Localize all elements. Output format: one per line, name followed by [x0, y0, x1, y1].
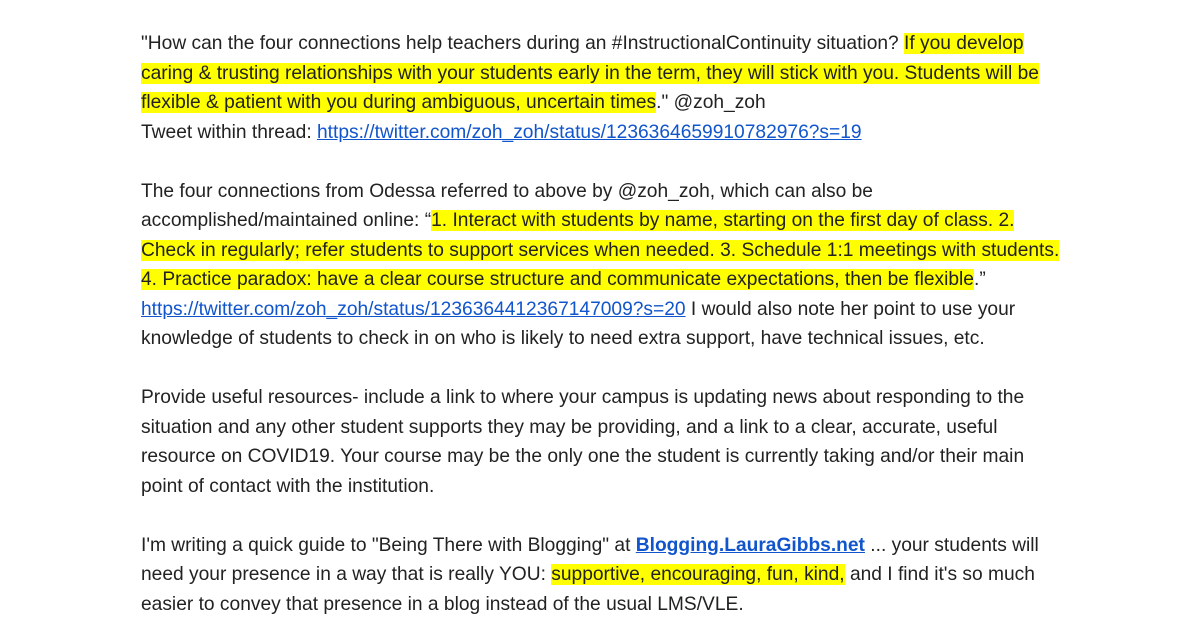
- highlighted-qualities: supportive, encouraging, fun, kind,: [551, 564, 845, 585]
- blogging-link[interactable]: Blogging.LauraGibbs.net: [635, 534, 865, 556]
- blogging-end: and I find it's so much easier to convey that presence in a blog instead of the usual LMS/VLE.: [141, 564, 1035, 615]
- highlighted-connections: 1. Interact with students by name, starting on the first day of class. 2. Check in regularly; refer students to support services when needed. 3. Schedule 1:1 meetings with students. 4. Practice paradox: have a clear course structure and communicate expectations, then be flexible: [141, 210, 1060, 290]
- tweet-link-1[interactable]: https://twitter.com/zoh_zoh/status/1236364659910782976?s=19: [316, 121, 862, 143]
- blogging-intro: I'm writing a quick guide to "Being There with Blogging" at: [141, 534, 636, 556]
- paragraph-blogging: [141, 531, 1066, 620]
- tweet-link-2[interactable]: https://twitter.com/zoh_zoh/status/1236364412367147009?s=20: [141, 298, 686, 320]
- document-body: [141, 29, 1066, 630]
- resources-text: Provide useful resources- include a link to where your campus is updating news about responding to the situation and any other student supports they may be providing, and a link to a clear, accurate, useful resource on COVID19. Your course may be the only one the student is currently taking and/or their main point of contact with the institution.: [141, 387, 1025, 497]
- quote-attribution: ." @zoh_zoh: [656, 92, 766, 113]
- paragraph-four-connections: [141, 177, 1066, 354]
- highlighted-quote: If you develop caring & trusting relationships with your students early in the term, they will stick with you. Students will be flexible & patient with you during ambiguous, uncertain times: [141, 33, 1039, 113]
- paragraph-resources: [141, 383, 1066, 501]
- quote-text: "How can the four connections help teachers during an #InstructionalContinuity situation?: [141, 33, 905, 54]
- connections-close-quote: .”: [973, 269, 986, 290]
- connections-note: I would also note her point to use your knowledge of students to check in on who is likely to need extra support, have technical issues, etc.: [141, 298, 1016, 349]
- blogging-mid: ... your students will need your presence in a way that is really YOU:: [141, 534, 1039, 585]
- connections-intro: The four connections from Odessa referred to above by @zoh_zoh, which can also be accomplished/maintained online: “: [141, 180, 873, 231]
- tweet-label: Tweet within thread:: [141, 121, 317, 143]
- paragraph-quote-zoh: [141, 29, 1066, 147]
